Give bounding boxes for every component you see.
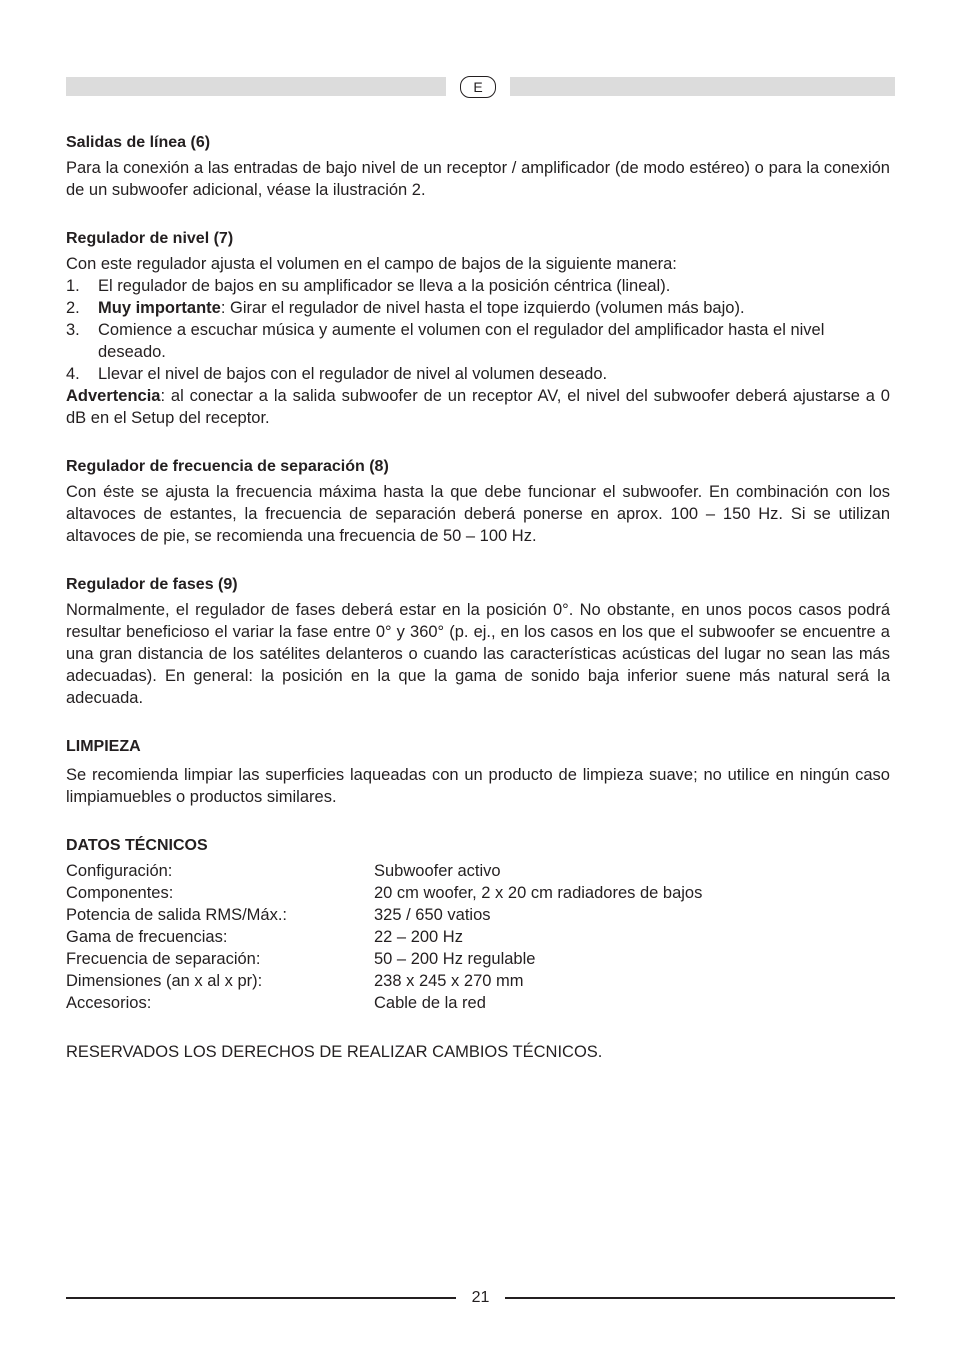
- spec-label: Dimensiones (an x al x pr):: [66, 972, 263, 990]
- rights-notice: RESERVADOS LOS DERECHOS DE REALIZAR CAMBIOS TÉCNICOS.: [66, 1043, 603, 1061]
- warning-paragraph: [66, 385, 890, 429]
- list-text: Comience a escuchar música y aumente el volumen con el regulador del amplificador hasta el nivel deseado.: [98, 321, 825, 361]
- section-title: LIMPIEZA: [66, 738, 141, 755]
- section-reservados: [66, 1041, 890, 1063]
- list-number: 4.: [66, 365, 80, 383]
- section-title: Regulador de nivel (7): [66, 230, 234, 247]
- section-title: DATOS TÉCNICOS: [66, 837, 208, 854]
- section-salidas: [66, 132, 890, 201]
- section-limpieza: [66, 736, 890, 808]
- table-row: [66, 970, 890, 992]
- footer-line-right: [505, 1297, 895, 1299]
- section-frecuencia: [66, 456, 890, 547]
- list-item: [66, 319, 890, 363]
- list-text: Llevar el nivel de bajos con el regulador de nivel al volumen deseado.: [98, 365, 608, 383]
- section-body: Normalmente, el regulador de fases deberá estar en la posición 0°. No obstante, en unos pocos casos podrá resultar beneficioso el variar la fase entre 0° y 360° (p. ej., en los casos en los que el subwoofer se encuentre a una gran distancia de los satélites delanteros o cuando las características acústicas del lugar no sean las más adecuadas). En general: la posición en la que la gama de sonido baja inferior suene más natural será la adecuada.: [66, 601, 890, 707]
- section-datos: [66, 835, 890, 1014]
- spec-value: Subwoofer activo: [374, 862, 501, 880]
- spec-label: Frecuencia de separación:: [66, 950, 261, 968]
- section-body: Se recomienda limpiar las superficies laqueadas con un producto de limpieza suave; no utilice en ningún caso limpiamuebles o productos similares.: [66, 766, 890, 806]
- warning-label: Advertencia: [66, 387, 161, 405]
- spec-label: Configuración:: [66, 862, 173, 880]
- header-bar-right: [510, 77, 895, 96]
- section-intro: Con este regulador ajusta el volumen en el campo de bajos de la siguiente manera:: [66, 255, 677, 273]
- spec-value: 20 cm woofer, 2 x 20 cm radiadores de bajos: [374, 884, 703, 902]
- spec-value: Cable de la red: [374, 994, 486, 1012]
- spec-label: Componentes:: [66, 884, 174, 902]
- spec-value: 50 – 200 Hz regulable: [374, 950, 536, 968]
- list-item: [66, 297, 890, 319]
- header-bar-left: [66, 77, 446, 96]
- spec-label: Potencia de salida RMS/Máx.:: [66, 906, 288, 924]
- table-row: [66, 948, 890, 970]
- section-title: Regulador de frecuencia de separación (8): [66, 458, 389, 475]
- steps-list: [66, 275, 890, 385]
- table-row: [66, 992, 890, 1014]
- list-number: 3.: [66, 321, 80, 339]
- page-content: [66, 132, 890, 1090]
- section-title: Salidas de línea (6): [66, 134, 211, 151]
- section-fases: [66, 574, 890, 709]
- section-title: Regulador de fases (9): [66, 576, 238, 593]
- list-item: [66, 275, 890, 297]
- list-number: 1.: [66, 277, 80, 295]
- section-body: Para la conexión a las entradas de bajo nivel de un receptor / amplificador (de modo estéreo) o para la conexión de un subwoofer adicional, véase la ilustración 2.: [66, 159, 890, 199]
- section-nivel: [66, 228, 890, 429]
- spec-label: Gama de frecuencias:: [66, 928, 228, 946]
- table-row: [66, 882, 890, 904]
- list-bold: Muy importante: [98, 299, 221, 317]
- language-badge: E: [460, 76, 496, 98]
- list-item: [66, 363, 890, 385]
- table-row: [66, 904, 890, 926]
- specs-table: [66, 860, 890, 1014]
- spec-value: 238 x 245 x 270 mm: [374, 972, 524, 990]
- spec-label: Accesorios:: [66, 994, 152, 1012]
- spec-value: 22 – 200 Hz: [374, 928, 463, 946]
- list-number: 2.: [66, 299, 80, 317]
- section-body: Con éste se ajusta la frecuencia máxima hasta la que debe funcionar el subwoofer. En combinación con los altavoces de estantes, la frecuencia de separación deberá ponerse en aprox. 100 – 150 Hz. Si se utilizan altavoces de pie, se recomienda una frecuencia de 50 – 100 Hz.: [66, 483, 890, 545]
- page-number: 21: [471, 1289, 490, 1306]
- list-text: : Girar el regulador de nivel hasta el tope izquierdo (volumen más bajo).: [220, 299, 745, 317]
- table-row: [66, 860, 890, 882]
- table-row: [66, 926, 890, 948]
- footer-line-left: [66, 1297, 456, 1299]
- spec-value: 325 / 650 vatios: [374, 906, 491, 924]
- list-text: El regulador de bajos en su amplificador se lleva a la posición céntrica (lineal).: [98, 277, 671, 295]
- warning-text: : al conectar a la salida subwoofer de un receptor AV, el nivel del subwoofer deberá ajustarse a 0 dB en el Setup del receptor.: [66, 387, 890, 427]
